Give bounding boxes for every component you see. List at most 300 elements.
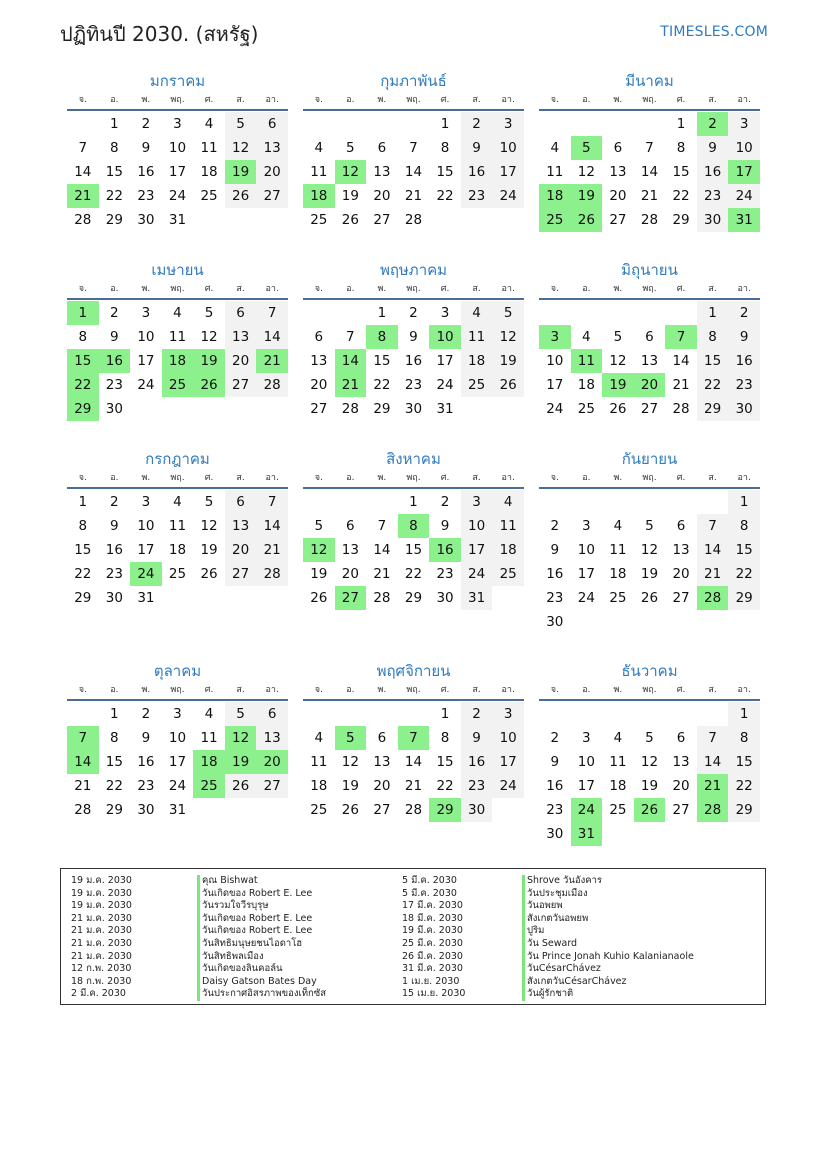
- weekday-label: ส.: [236, 284, 245, 294]
- day-cell: 6: [346, 518, 355, 534]
- month-name: สิงหาคม: [386, 450, 441, 468]
- weekday-label: ส.: [708, 473, 717, 483]
- weekday-label: ศ.: [440, 95, 450, 105]
- day-cell: 10: [577, 754, 595, 770]
- weekday-label: พ.: [377, 685, 387, 695]
- empty-cell: [162, 397, 194, 421]
- empty-cell: [571, 610, 603, 634]
- holiday-date: 15 เม.ย. 2030: [402, 988, 466, 1000]
- empty-cell: [67, 702, 99, 726]
- weekday-label: อ.: [346, 685, 355, 695]
- day-cell: 7: [256, 490, 288, 514]
- day-cell: 6: [256, 702, 288, 726]
- day-cell: 15: [697, 349, 729, 373]
- day-cell: 29: [697, 397, 729, 421]
- weekday-label: ส.: [708, 284, 717, 294]
- day-cell: 18: [539, 184, 571, 208]
- day-cell: 8: [78, 329, 88, 345]
- day-cell: 8: [398, 514, 430, 538]
- day-cell: 1: [110, 706, 119, 722]
- day-cell: 5: [204, 305, 214, 321]
- day-cell: 26: [310, 590, 328, 606]
- day-cell: 17: [492, 160, 524, 184]
- month-name: มีนาคม: [625, 72, 674, 90]
- empty-cell: [697, 822, 729, 846]
- day-cell: 22: [67, 373, 99, 397]
- empty-cell: [634, 112, 666, 136]
- day-cell: 25: [577, 401, 595, 417]
- day-cell: 11: [200, 730, 218, 746]
- day-cell: 10: [168, 730, 187, 746]
- day-cell: 25: [492, 562, 524, 586]
- weekday-label: จ.: [314, 284, 323, 294]
- day-cell: 8: [440, 140, 450, 156]
- day-cell: 25: [461, 373, 493, 397]
- day-cell: 9: [110, 329, 119, 345]
- day-cell: 3: [582, 730, 591, 746]
- weekday-label: อา.: [501, 95, 515, 105]
- weekday-label: ส.: [236, 473, 245, 483]
- day-cell: 21: [640, 188, 659, 204]
- month-block: [539, 660, 760, 846]
- day-cell: 28: [404, 212, 423, 228]
- weekday-label: พ.: [141, 284, 151, 294]
- weekday-header: [303, 470, 524, 489]
- day-cell: 23: [546, 802, 564, 818]
- weekday-label: อ.: [582, 473, 591, 483]
- holiday-name: คุณ Bishwat: [197, 875, 326, 888]
- empty-cell: [634, 301, 666, 325]
- day-cell: 16: [137, 164, 155, 180]
- month-name: กุมภาพันธ์: [380, 72, 447, 90]
- day-cell: 9: [461, 136, 493, 160]
- day-cell: 18: [193, 750, 225, 774]
- day-cell: 7: [697, 726, 729, 750]
- day-cell: 12: [609, 353, 627, 369]
- day-cell: 11: [571, 349, 603, 373]
- day-cell: 19: [341, 188, 359, 204]
- weekday-label: พฤ.: [406, 284, 421, 294]
- day-cell: 20: [609, 188, 627, 204]
- weekday-label: อ.: [346, 473, 355, 483]
- holiday-date: 18 มี.ค. 2030: [402, 912, 463, 924]
- holiday-date: 1 เม.ย. 2030: [402, 975, 460, 987]
- day-cell: 3: [582, 518, 591, 534]
- weekday-header: [303, 92, 524, 111]
- month-block: [303, 70, 524, 232]
- day-cell: 31: [168, 212, 187, 228]
- day-cell: 13: [256, 136, 288, 160]
- empty-cell: [303, 490, 335, 514]
- holiday-name: สังเกตวันอพยพ: [522, 913, 694, 926]
- day-cell: 10: [168, 140, 187, 156]
- day-cell: 3: [492, 702, 524, 726]
- day-cell: 23: [105, 566, 123, 582]
- day-cell: 24: [168, 778, 187, 794]
- holiday-date: 21 ม.ค. 2030: [71, 912, 132, 924]
- day-cell: 9: [409, 329, 418, 345]
- day-cell: 6: [377, 140, 387, 156]
- month-block: [67, 448, 288, 610]
- holiday-date: 21 ม.ค. 2030: [71, 937, 132, 949]
- day-cell: 14: [74, 164, 92, 180]
- day-cell: 1: [409, 494, 418, 510]
- day-cell: 2: [550, 518, 560, 534]
- day-cell: 22: [436, 778, 454, 794]
- day-cell: 20: [373, 188, 391, 204]
- day-cell: 4: [314, 730, 324, 746]
- day-cell: 26: [634, 798, 666, 822]
- weekday-label: จ.: [314, 473, 323, 483]
- weekday-label: จ.: [78, 95, 87, 105]
- day-cell: 7: [67, 726, 99, 750]
- weekday-label: อา.: [265, 473, 279, 483]
- day-cell: 18: [577, 377, 595, 393]
- empty-cell: [492, 397, 524, 421]
- day-cell: 30: [436, 590, 454, 606]
- empty-cell: [728, 610, 760, 634]
- weekday-header: [67, 682, 288, 701]
- site-link[interactable]: TIMESLES.COM: [660, 24, 768, 40]
- holiday-name: วันผู้รักชาติ: [522, 988, 694, 1001]
- day-cell: 17: [137, 353, 155, 369]
- day-cell: 28: [373, 590, 391, 606]
- day-cell: 16: [546, 778, 564, 794]
- empty-cell: [193, 586, 225, 610]
- day-cell: 3: [728, 112, 760, 136]
- day-cell: 21: [74, 778, 92, 794]
- day-cell: 27: [256, 184, 288, 208]
- day-cell: 25: [162, 373, 194, 397]
- holiday-name: วันประกาศอิสรภาพของเท็กซัส: [197, 988, 326, 1001]
- day-cell: 8: [440, 730, 450, 746]
- day-cell: 30: [546, 614, 564, 630]
- day-cell: 16: [728, 349, 760, 373]
- day-cell: 25: [193, 774, 225, 798]
- page-title: ปฏิทินปี 2030. (สหรัฐ): [60, 22, 259, 46]
- day-cell: 1: [728, 490, 760, 514]
- day-cell: 29: [728, 798, 760, 822]
- holiday-names-col-2: [522, 875, 694, 1001]
- day-cell: 6: [377, 730, 387, 746]
- day-cell: 12: [577, 164, 595, 180]
- day-cell: 29: [74, 590, 92, 606]
- day-cell: 30: [697, 208, 729, 232]
- day-cell: 3: [440, 305, 450, 321]
- weekday-label: ศ.: [204, 95, 214, 105]
- day-cell: 13: [310, 353, 328, 369]
- holiday-name: วันเกิดของลินคอล์น: [197, 963, 326, 976]
- month-name: ตุลาคม: [153, 662, 202, 680]
- day-cell: 22: [436, 188, 454, 204]
- weekday-label: ศ.: [676, 685, 686, 695]
- day-cell: 20: [225, 538, 257, 562]
- holiday-list: [60, 868, 766, 1005]
- weekday-label: อา.: [737, 284, 751, 294]
- day-cell: 26: [225, 774, 257, 798]
- day-cell: 16: [546, 566, 564, 582]
- day-cell: 27: [672, 802, 690, 818]
- day-cell: 18: [162, 349, 194, 373]
- day-cell: 16: [99, 349, 131, 373]
- day-cell: 10: [728, 136, 760, 160]
- month-block: [67, 259, 288, 421]
- day-cell: 20: [634, 373, 666, 397]
- empty-cell: [366, 112, 398, 136]
- day-cell: 22: [373, 377, 391, 393]
- weekday-label: จ.: [550, 284, 559, 294]
- day-cell: 31: [571, 822, 603, 846]
- day-cell: 17: [577, 566, 595, 582]
- day-cell: 12: [225, 136, 257, 160]
- weekday-label: ศ.: [204, 473, 214, 483]
- empty-cell: [602, 610, 634, 634]
- weekday-label: พฤ.: [170, 95, 185, 105]
- day-cell: 14: [373, 542, 391, 558]
- day-cell: 13: [256, 726, 288, 750]
- weekday-label: อา.: [265, 685, 279, 695]
- weekday-label: อ.: [346, 284, 355, 294]
- day-cell: 13: [373, 164, 391, 180]
- day-cell: 20: [256, 750, 288, 774]
- day-cell: 24: [546, 401, 564, 417]
- day-cell: 13: [640, 353, 659, 369]
- day-cell: 8: [366, 325, 398, 349]
- day-cell: 28: [404, 802, 423, 818]
- day-cell: 21: [67, 184, 99, 208]
- day-cell: 16: [404, 353, 423, 369]
- empty-cell: [67, 112, 99, 136]
- day-cell: 16: [105, 542, 123, 558]
- day-cell: 4: [204, 116, 214, 132]
- day-cell: 26: [640, 590, 659, 606]
- weekday-label: พ.: [377, 473, 387, 483]
- empty-cell: [634, 822, 666, 846]
- holiday-date: 5 มี.ค. 2030: [402, 887, 457, 899]
- day-cell: 1: [697, 301, 729, 325]
- day-cell: 14: [697, 538, 729, 562]
- empty-cell: [539, 490, 571, 514]
- day-cell: 7: [377, 518, 387, 534]
- day-cell: 24: [492, 184, 524, 208]
- day-cell: 2: [110, 305, 119, 321]
- day-cell: 19: [571, 184, 603, 208]
- day-cell: 9: [550, 754, 560, 770]
- month-name: เมษายน: [151, 261, 204, 279]
- day-cell: 7: [697, 514, 729, 538]
- weekday-label: อา.: [737, 473, 751, 483]
- day-cell: 25: [539, 208, 571, 232]
- day-cell: 25: [200, 188, 218, 204]
- empty-cell: [461, 208, 493, 232]
- day-cell: 4: [550, 140, 560, 156]
- day-cell: 27: [256, 774, 288, 798]
- day-cell: 27: [225, 562, 257, 586]
- day-grid: [539, 490, 760, 634]
- day-cell: 9: [697, 136, 729, 160]
- empty-cell: [256, 208, 288, 232]
- empty-cell: [571, 490, 603, 514]
- day-cell: 6: [256, 112, 288, 136]
- day-grid: [539, 301, 760, 421]
- day-cell: 27: [609, 212, 627, 228]
- day-cell: 24: [436, 377, 454, 393]
- day-cell: 25: [310, 212, 328, 228]
- day-cell: 15: [404, 542, 423, 558]
- weekday-label: จ.: [314, 685, 323, 695]
- day-cell: 20: [225, 349, 257, 373]
- day-cell: 29: [105, 212, 123, 228]
- day-grid: [539, 702, 760, 846]
- day-cell: 14: [256, 514, 288, 538]
- day-cell: 3: [141, 494, 151, 510]
- day-cell: 4: [173, 494, 182, 510]
- weekday-header: [67, 281, 288, 300]
- empty-cell: [602, 490, 634, 514]
- day-cell: 6: [676, 518, 686, 534]
- day-cell: 23: [436, 566, 454, 582]
- day-cell: 10: [137, 518, 155, 534]
- day-cell: 4: [204, 706, 214, 722]
- day-cell: 7: [256, 301, 288, 325]
- day-cell: 25: [310, 802, 328, 818]
- empty-cell: [602, 822, 634, 846]
- day-cell: 5: [571, 136, 603, 160]
- day-cell: 4: [461, 301, 493, 325]
- day-cell: 17: [492, 750, 524, 774]
- holiday-date: 25 มี.ค. 2030: [402, 937, 463, 949]
- holiday-name: Daisy Gatson Bates Day: [197, 976, 326, 989]
- day-cell: 20: [341, 566, 359, 582]
- day-cell: 1: [78, 494, 88, 510]
- day-cell: 7: [78, 140, 88, 156]
- day-cell: 1: [110, 116, 119, 132]
- day-cell: 15: [105, 754, 123, 770]
- empty-cell: [429, 208, 461, 232]
- day-cell: 10: [461, 514, 493, 538]
- empty-cell: [335, 490, 367, 514]
- day-grid: [303, 490, 524, 610]
- day-cell: 29: [672, 212, 690, 228]
- day-cell: 5: [346, 140, 355, 156]
- day-cell: 21: [697, 562, 729, 586]
- day-cell: 11: [168, 329, 187, 345]
- day-cell: 21: [404, 188, 423, 204]
- holiday-name: วันเกิดของ Robert E. Lee: [197, 888, 326, 901]
- month-name: กันยายน: [621, 450, 678, 468]
- day-grid: [303, 301, 524, 421]
- day-cell: 25: [168, 566, 187, 582]
- day-cell: 7: [398, 726, 430, 750]
- empty-cell: [492, 586, 524, 610]
- day-cell: 15: [373, 353, 391, 369]
- day-cell: 2: [440, 494, 450, 510]
- day-cell: 31: [461, 586, 493, 610]
- empty-cell: [256, 397, 288, 421]
- holiday-name: วันสิทธิมนุษยชนไอดาโฮ: [197, 938, 326, 951]
- month-name: มิถุนายน: [621, 261, 678, 279]
- day-cell: 27: [335, 586, 367, 610]
- empty-cell: [634, 702, 666, 726]
- day-cell: 15: [74, 542, 92, 558]
- day-cell: 24: [130, 562, 162, 586]
- weekday-label: ส.: [236, 95, 245, 105]
- day-cell: 13: [609, 164, 627, 180]
- weekday-label: อ.: [110, 95, 119, 105]
- day-cell: 17: [436, 353, 454, 369]
- weekday-label: พฤ.: [406, 685, 421, 695]
- weekday-label: พ.: [377, 284, 387, 294]
- weekday-label: ส.: [708, 685, 717, 695]
- day-cell: 13: [672, 542, 690, 558]
- month-name: พฤศจิกายน: [376, 662, 451, 680]
- day-cell: 5: [204, 494, 214, 510]
- weekday-label: ศ.: [676, 95, 686, 105]
- day-cell: 24: [571, 798, 603, 822]
- day-grid: [67, 490, 288, 610]
- day-cell: 11: [310, 164, 328, 180]
- day-cell: 4: [173, 305, 182, 321]
- weekday-label: จ.: [550, 685, 559, 695]
- weekday-label: ส.: [472, 685, 481, 695]
- day-cell: 15: [436, 164, 454, 180]
- day-cell: 12: [341, 754, 359, 770]
- day-cell: 28: [640, 212, 659, 228]
- day-cell: 8: [78, 518, 88, 534]
- day-grid: [67, 702, 288, 822]
- empty-cell: [303, 112, 335, 136]
- day-cell: 13: [672, 754, 690, 770]
- weekday-label: ส.: [472, 473, 481, 483]
- weekday-label: พฤ.: [642, 284, 657, 294]
- day-cell: 13: [225, 325, 257, 349]
- day-cell: 26: [200, 566, 218, 582]
- day-cell: 30: [461, 798, 493, 822]
- empty-cell: [193, 798, 225, 822]
- day-cell: 23: [728, 373, 760, 397]
- month-block: [67, 660, 288, 822]
- empty-cell: [602, 702, 634, 726]
- day-cell: 11: [609, 754, 627, 770]
- day-cell: 3: [173, 706, 182, 722]
- day-cell: 24: [137, 377, 155, 393]
- holiday-date: 19 ม.ค. 2030: [71, 875, 132, 886]
- empty-cell: [665, 610, 697, 634]
- holiday-name: วัน Seward: [522, 938, 694, 951]
- day-cell: 14: [697, 750, 729, 774]
- day-cell: 3: [461, 490, 493, 514]
- weekday-label: ศ.: [676, 473, 686, 483]
- weekday-label: อ.: [582, 95, 591, 105]
- day-cell: 19: [640, 566, 659, 582]
- day-cell: 23: [137, 188, 155, 204]
- day-cell: 6: [225, 301, 257, 325]
- day-cell: 15: [672, 164, 690, 180]
- month-block: [67, 70, 288, 232]
- day-cell: 17: [461, 538, 493, 562]
- day-cell: 31: [436, 401, 454, 417]
- weekday-label: ส.: [472, 284, 481, 294]
- day-cell: 1: [728, 702, 760, 726]
- day-cell: 20: [672, 778, 690, 794]
- empty-cell: [602, 112, 634, 136]
- holiday-date: 21 ม.ค. 2030: [71, 950, 132, 962]
- day-cell: 18: [492, 538, 524, 562]
- day-cell: 19: [225, 160, 257, 184]
- holiday-date: 31 มี.ค. 2030: [402, 963, 463, 975]
- holiday-name: วันเกิดของ Robert E. Lee: [197, 913, 326, 926]
- empty-cell: [461, 397, 493, 421]
